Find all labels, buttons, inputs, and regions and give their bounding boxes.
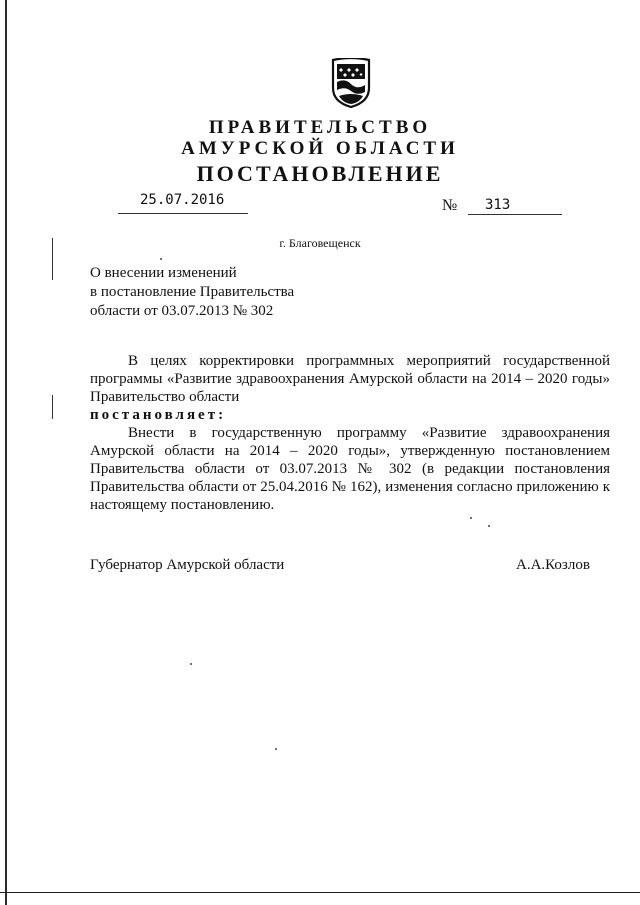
scan-speck: [488, 525, 490, 527]
decree-word: постановляет:: [90, 407, 227, 423]
government-title: ПРАВИТЕЛЬСТВО: [208, 117, 432, 138]
date-underline: [118, 213, 248, 214]
scan-speck: [470, 517, 472, 519]
city-name: г. Благовещенск: [279, 236, 361, 250]
coat-of-arms-icon: [329, 58, 373, 108]
subject-line: О внесении изменений: [90, 265, 237, 281]
preamble-paragraph: В целях корректировки программных мероприятий государственной программы «Развитие здравоохранения Амурской области на 2014 – 2020 годы» Правительство области: [90, 353, 610, 405]
number-sign: №: [442, 197, 458, 214]
scan-speck: [275, 748, 277, 750]
signatory-name: А.А.Козлов: [516, 557, 590, 573]
document-type-title: ПОСТАНОВЛЕНИЕ: [196, 161, 444, 186]
document-body: [90, 352, 610, 514]
scan-speck: [190, 663, 192, 665]
region-title: АМУРСКОЙ ОБЛАСТИ: [181, 138, 459, 159]
scan-speck: [160, 258, 162, 260]
resolution-paragraph: Внести в государственную программу «Развитие здравоохранения Амурской области на 2014 – 2020 годы», утвержденную постановлением Правительства области от 03.07.2013 № 302 (в редакции постановления Правительства области от 25.04.2016 № 162), изменения согласно приложению к настоящему постановлению.: [90, 425, 610, 513]
scan-margin-mark: [52, 395, 53, 419]
signatory-position: Губернатор Амурской области: [90, 557, 285, 573]
document-subject: [90, 264, 294, 321]
subject-line: области от 03.07.2013 № 302: [90, 303, 274, 319]
page-bottom-edge: [0, 892, 640, 893]
number-underline: [468, 214, 562, 215]
document-number: 313: [485, 197, 511, 213]
subject-line: в постановление Правительства: [90, 284, 295, 300]
document-date: 25.07.2016: [140, 192, 225, 208]
